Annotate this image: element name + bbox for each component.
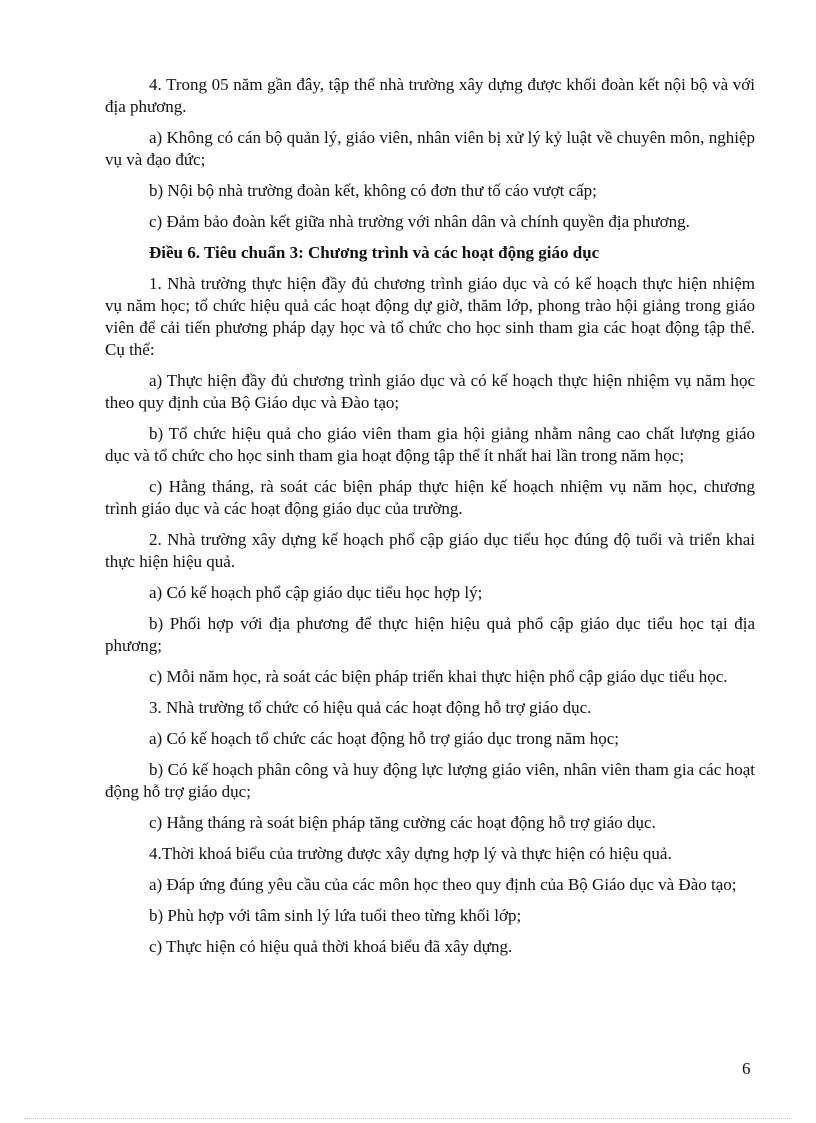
paragraph-item-2c: c) Mỗi năm học, rà soát các biện pháp triển khai thực hiện phổ cập giáo dục tiểu học. (149, 667, 728, 686)
paragraph-item-1: 1. Nhà trường thực hiện đầy đủ chương trình giáo dục và có kế hoạch thực hiện nhiệm vụ năm học; tổ chức hiệu quả các hoạt động dự giờ, thăm lớp, phong trào hội giảng trong giáo viên để cải tiến phương pháp dạy học và tổ chức cho học sinh tham gia các hoạt động tập thể. Cụ thể: (105, 274, 755, 359)
paragraph-item-2b: b) Phối hợp với địa phương để thực hiện hiệu quả phổ cập giáo dục tiểu học tại địa phương; (105, 614, 755, 655)
paragraph-item-4: 4. Trong 05 năm gần đây, tập thể nhà trường xây dựng được khối đoàn kết nội bộ và với địa phương. (105, 75, 755, 116)
paragraph-item-2a: a) Có kế hoạch phổ cập giáo dục tiểu học hợp lý; (149, 583, 483, 602)
article-6-heading: Điều 6. Tiêu chuẩn 3: Chương trình và các hoạt động giáo dục (149, 243, 600, 262)
paragraph-item-4c-timetable: c) Thực hiện có hiệu quả thời khoá biểu đã xây dựng. (149, 937, 513, 956)
paragraph-item-3b: b) Có kế hoạch phân công và huy động lực lượng giáo viên, nhân viên tham gia các hoạt động hỗ trợ giáo dục; (105, 760, 755, 801)
page-number: 6 (742, 1059, 751, 1078)
paragraph-item-1c: c) Hằng tháng, rà soát các biện pháp thực hiện kế hoạch nhiệm vụ năm học, chương trình giáo dục và các hoạt động giáo dục của trường. (105, 477, 755, 518)
paragraph-item-1b: b) Tổ chức hiệu quả cho giáo viên tham gia hội giảng nhằm nâng cao chất lượng giáo dục và tổ chức cho học sinh tham gia hoạt động tập thể ít nhất hai lần trong năm học; (105, 424, 755, 465)
paragraph-item-3: 3. Nhà trường tổ chức có hiệu quả các hoạt động hỗ trợ giáo dục. (149, 698, 592, 717)
paragraph-item-2: 2. Nhà trường xây dựng kế hoạch phổ cập giáo dục tiểu học đúng độ tuổi và triển khai thực hiện hiệu quả. (105, 530, 755, 571)
paragraph-item-4b: b) Nội bộ nhà trường đoàn kết, không có đơn thư tố cáo vượt cấp; (149, 181, 597, 200)
paragraph-item-3c: c) Hằng tháng rà soát biện pháp tăng cường các hoạt động hỗ trợ giáo dục. (149, 813, 656, 832)
paragraph-item-4a: a) Không có cán bộ quản lý, giáo viên, nhân viên bị xử lý kỷ luật về chuyên môn, nghiệp vụ và đạo đức; (105, 128, 755, 169)
page-bottom-divider (24, 1118, 792, 1119)
paragraph-item-4a-timetable: a) Đáp ứng đúng yêu cầu của các môn học theo quy định của Bộ Giáo dục và Đào tạo; (149, 875, 737, 894)
paragraph-item-4-timetable: 4.Thời khoá biểu của trường được xây dựng hợp lý và thực hiện có hiệu quả. (149, 844, 672, 863)
paragraph-item-1a: a) Thực hiện đầy đủ chương trình giáo dục và có kế hoạch thực hiện nhiệm vụ năm học theo quy định của Bộ Giáo dục và Đào tạo; (105, 371, 755, 412)
paragraph-item-4b-timetable: b) Phù hợp với tâm sinh lý lứa tuổi theo từng khối lớp; (149, 906, 522, 925)
paragraph-item-3a: a) Có kế hoạch tổ chức các hoạt động hỗ trợ giáo dục trong năm học; (149, 729, 619, 748)
document-page (105, 74, 755, 967)
paragraph-item-4c: c) Đảm bảo đoàn kết giữa nhà trường với nhân dân và chính quyền địa phương. (149, 212, 690, 231)
